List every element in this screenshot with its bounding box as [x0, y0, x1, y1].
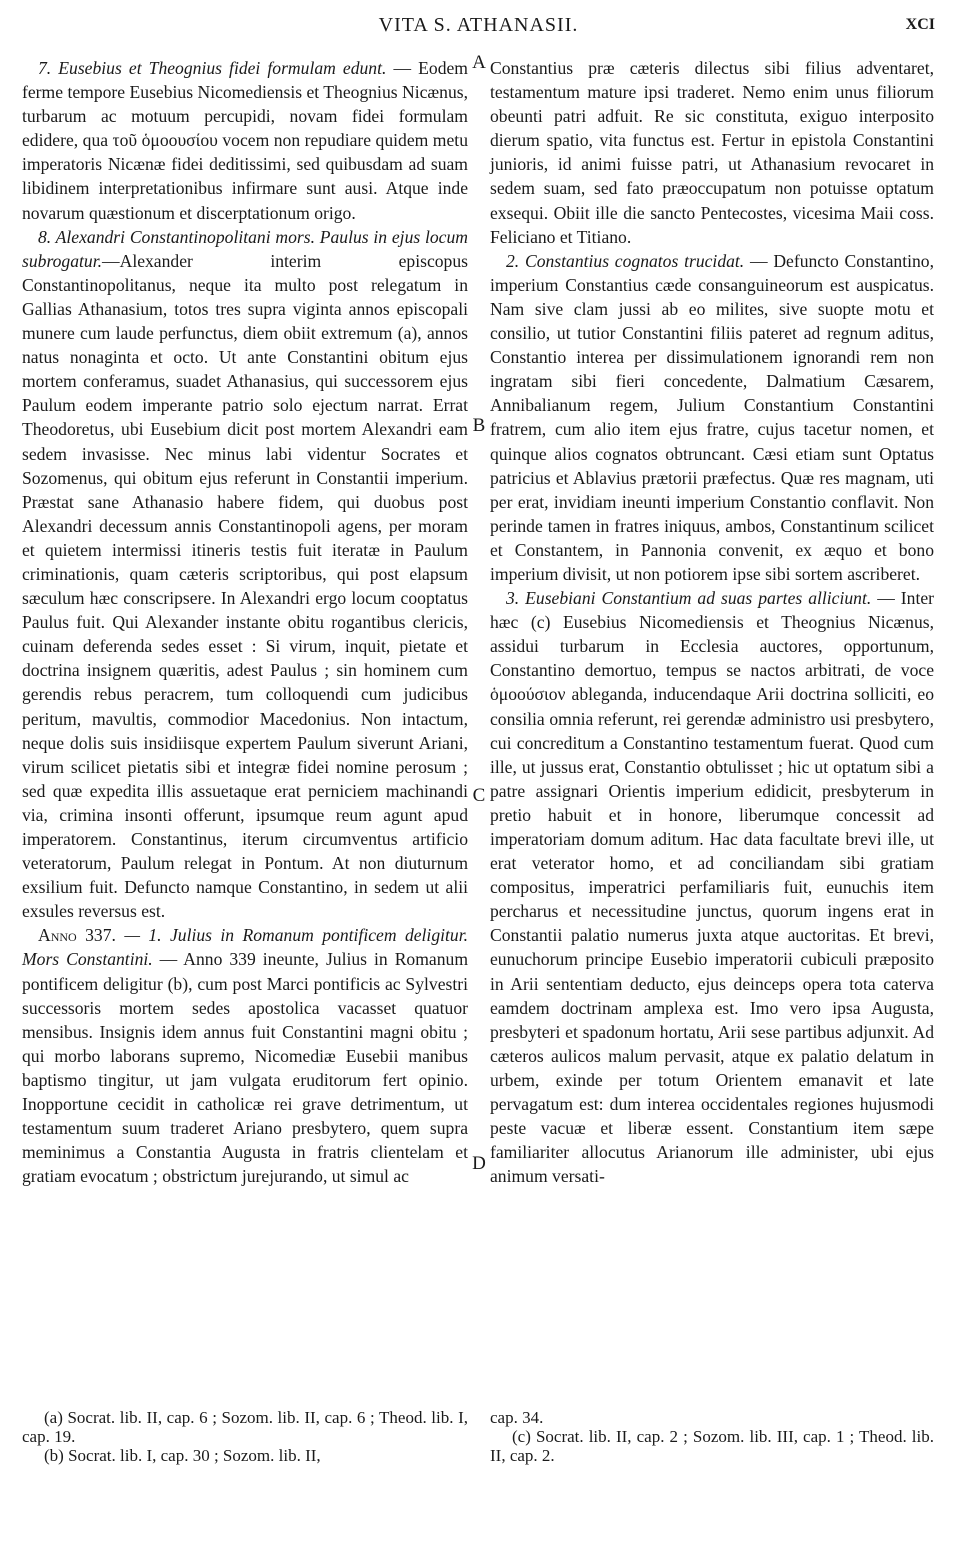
section-7-paragraph	[22, 56, 468, 225]
section-7-heading: 7. Eusebius et Theognius fidei formulam edunt.	[38, 58, 387, 78]
margin-marker-b: B	[472, 415, 486, 436]
footnote-c: (c) Socrat. lib. II, cap. 2 ; Sozom. lib. III, cap. 1 ; Theod. lib. II, cap. 2.	[490, 1427, 934, 1465]
margin-marker-a: A	[472, 52, 486, 73]
margin-marker-d: D	[472, 1153, 486, 1174]
section-8-heading: 8. Alexandri Constantinopolitani mors. Paulus in ejus locum subrogatur.	[22, 226, 468, 271]
continuation-paragraph: Constantius præ cæteris dilectus sibi filius adventaret, testamentum mature ipsi traderet. Nemo enim unus filiorum obeunti patri adfuit. Re sic constituta, exiguo interposito dierum spatio, vita functus est. Fertur in epistola Constantini junioris, id animi fuisse patri, ut Athanasium revocaret in sedem suam, sed fato præoccupatum non potuisse optatum exsequi. Obiit ille die sancto Pentecostes, vicesima Maii coss. Feliciano et Titiano.	[490, 58, 934, 247]
section-3-heading: 3. Eusebiani Constantium ad suas partes alliciunt.	[506, 588, 872, 609]
year-label: Anno 337.	[38, 925, 116, 946]
footnotes-left	[22, 1408, 468, 1465]
footnotes-right	[490, 1408, 934, 1465]
running-title: VITA S. ATHANASII.	[378, 14, 579, 36]
section-1-heading: — 1. Julius in Romanum pontificem deligitur. Mors Constantini.	[22, 925, 468, 970]
right-column	[490, 56, 934, 1188]
section-2-paragraph	[490, 249, 934, 586]
section-2-heading: 2. Constantius cognatos trucidat.	[506, 250, 745, 271]
section-3-text: — Inter hæc (c) Eusebius Nicomediensis et Theognius Nicænus, assidui turbarum in Ecclesia auctores, opportunum, Constantino demortuo, tempus se nactos arbitrati, de voce ὁμοούσιον ableganda, inducendaque Arii doctrina solliciti, eo consilia omnia referunt, rei gerendæ administro usi presbytero, cui concreditum a Constantino testamentum fuerat. Quod cum ille, ut jussus erat, Constantio obtulisset ; hic ut optatum sibi a patre assignari Orientis imperium edidicit, presbyterum in pretio habuit et in honore, liberumque concessit ad imperatoriam domum aditum. Hac data facultate brevi ille, ut erat veterator homo, et ad conciliandam sibi gratiam compositus, imperatrici perfamiliaris fuit, eunuchis item percharus et necessitudine junctus, quorum ingens erat in Constantii palatio numerus juxta atque auctoritas. Et brevi, eunuchorum principe Eusebio imperatorii cubiculi præposito in Arii sententiam deducto, ejus deinceps opera tota caterva eamdem doctrinam amplexa est. Imo vero ipsa Augusta, presbyteri et spadonum hortatu, Arii sese partibus adjunxit. Ad cæteros aulicos malum pervasit, atque ex palatio delatum in urbem, exinde per totum Orientem emanavit et late pervagatum est: dum interea occidentales regiones hujusmodi peste vacuæ et liberæ essent. Constantium item sæpe familiariter allocutus Arianorum ille administer, ubi ejus animum versati-	[490, 588, 935, 1187]
section-8-text: —Alexander interim episcopus Constantinopolitanus, neque ita multo post relegatum in Gallias Athanasium, totos tres supra viginta annos episcopali munere cum laude perfunctus, diem obiit extremum (a), annos natus nonaginta et octo. Ut ante Constantini obitum ejus mortem conferamus, suadet Athanasius, qui successorem ejus Paulum eodem imperante patrio solo ejectum narrat. Errat Theodoretus, ubi Eusebium dicit post mortem Alexandri eam sedem invasisse. Nec minus labi videntur Socrates et Sozomenus, qui obitum ejus referunt in Constantii imperium. Præstat sane Athanasio habere fidem, qui duobus post Alexandri decessum annis Constantinopoli agens, per moram et quietem intermissi itineris testis fuit iteratæ in Paulum criminationis, quam cæteris scriptoribus, qui post elapsum sæculum hæc conscripsere. In Alexandri ergo locum cooptatus Paulus fuit. Qui Alexander instante obitu rogantibus clericis, cuinam deferenda sedes esset : Si virum, inquit, pietate et doctrina insignem quæritis, adest Paulus ; sin hominem cum gerendis rebus peracrem, tum colloquendi cum judicibus peritum, mavultis, commodior Macedonius. Non intactum, neque dolis suis insidiisque expertem Paulum siverunt Ariani, virum scilicet pietatis sibi et integræ fidei nomine perosum ; sed quæ expedita illis assuetaque erat perniciem machinandi via, crimina insonti offerunt, ipsumque reum agunt apud imperatorem. Constantinus, iterum circumventus artificio veteratorum, Paulum relegat in Pontum. At non diuturnum exsilium fuit. Defuncto namque Constantino, in sedem ut alii exsules reversus est.	[22, 250, 468, 922]
page-number: XCI	[905, 16, 935, 33]
section-8-paragraph	[22, 225, 468, 924]
section-1-text: — Anno 339 ineunte, Julius in Romanum pontificem deligitur (b), cum post Marci pontificis ac Sylvestri successoris mortem sedes apostolica vacasset quatuor mensibus. Insignis idem annus fuit Constantini magni obitu ; qui morbo laborans supremo, Nicomediæ Eusebii manibus baptismo tingitur, ut jam vulgata eruditorum fert opinio. Inopportune cecidit in catholicæ rei grave detrimentum, ut testamentum suum traderet Ariano presbytero, quem supra meminimus a Constantia Augusta in fratris clientelam et gratiam evocatum ; obstrictum jurejurando, ut simul ac	[22, 949, 469, 1187]
section-3-paragraph	[490, 586, 934, 1188]
margin-marker-c: C	[472, 785, 486, 806]
anno-337-paragraph	[22, 923, 468, 1188]
section-7-text: — Eodem ferme tempore Eusebius Nicomediensis et Theognius Nicænus, turbarum ac motuum percupidi, novam fidei formulam edidere, qua τοῦ ὁμοουσίου vocem non repudiare quidem metu imperatoris Nicænæ fidei deditissimi, sed quibusdam ad suam libidinem interpretationibus infirmare sunt ausi. Atque inde novarum quæstionum et discerptationum origo.	[22, 58, 468, 223]
footnote-b: (b) Socrat. lib. I, cap. 30 ; Sozom. lib. II,	[44, 1446, 321, 1465]
page-header	[22, 14, 935, 44]
footnote-a: (a) Socrat. lib. II, cap. 6 ; Sozom. lib. II, cap. 6 ; Theod. lib. I, cap. 19.	[22, 1408, 468, 1446]
left-column	[22, 56, 468, 1188]
section-2-text: — Defuncto Constantino, imperium Constantius cæde consanguineorum est auspicatus. Nam sive clam jussi ab eo milites, sive suopte motu et consilio, ut tutior Constantini filiis pateret ad regnum aditus, Constantio interea per dissimulationem ignorandi rem non ingratam sibi fieri concedente, Dalmatium Cæsarem, Annibalianum regem, Julium Constantium Constantini fratrem, cum alio item ejus fratre, cujus tacetur nomen, et quinque alios cognatos obtruncant. Cæsi etiam sunt Optatus patricius et Ablavius prætorii præfectus. Quæ res magnam, uti per erat, invidiam ineunti imperium Constantio conflavit. Non perinde tamen in fratres iniquus, ambos, Constantinum scilicet et Constantem, in Pannonia convenit, ex æquo et bono imperium divisit, ut non potiorem ipse sibi sortem ascriberet.	[490, 250, 934, 584]
footnote-b-continuation: cap. 34.	[490, 1408, 544, 1427]
